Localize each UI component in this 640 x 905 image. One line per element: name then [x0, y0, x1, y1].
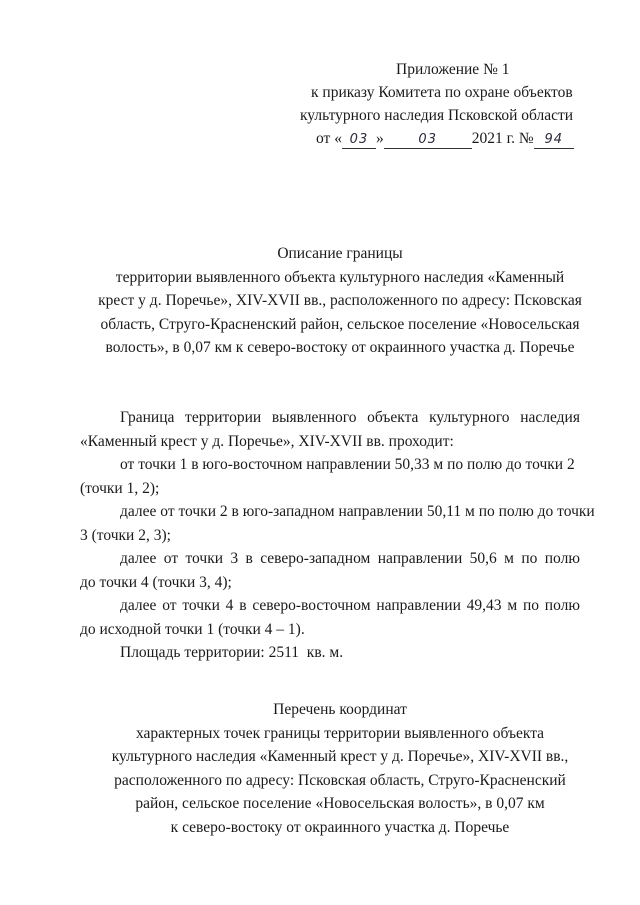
appendix-header — [300, 58, 600, 150]
word: 3 — [230, 550, 239, 567]
boundary-description-body — [80, 406, 595, 665]
title-line: область, Струго-Красненский район, сельское поселение «Новосельская — [100, 315, 580, 333]
word: полю — [544, 597, 580, 614]
order-number-handwritten: 94 — [534, 132, 574, 149]
title-line: характерных точек границы территории выявленного объекта — [135, 724, 545, 742]
word: 4 — [225, 597, 234, 614]
word: точки — [185, 550, 224, 567]
order-reference: к приказу Комитета по охране объектов — [311, 84, 573, 101]
title-line: расположенного по адресу: Псковская область, Струго-Красненский — [114, 771, 566, 789]
coordinates-list-title — [60, 698, 620, 839]
word: от — [162, 597, 177, 614]
word: м — [504, 550, 514, 567]
word: далее — [120, 597, 157, 614]
word: объекта — [367, 409, 419, 426]
word: далее — [120, 550, 157, 567]
title-line: территории выявленного объекта культурного наследия «Каменный — [115, 268, 565, 286]
word: северо-западном — [260, 550, 371, 567]
committee-name: культурного наследия Псковской области — [300, 107, 574, 124]
paragraph-line: (точки 1, 2); — [80, 479, 160, 497]
paragraph-line: до точки 4 (точки 3, 4); — [80, 573, 232, 591]
title-line: район, сельское поселение «Новосельская волость», в 0,07 км — [135, 795, 545, 812]
paragraph-line — [80, 594, 580, 618]
word: наследия — [520, 409, 580, 426]
paragraph-line — [80, 547, 580, 571]
word: в — [239, 597, 247, 614]
word: северо-восточном — [252, 597, 371, 614]
paragraph-line: от точки 1 в юго-восточном направлении 50,33 м по полю до точки 2 — [120, 456, 575, 473]
word: выявленного — [271, 409, 357, 426]
paragraph-line: 3 (точки 2, 3); — [80, 526, 171, 544]
paragraph-line: до исходной точки 1 (точки 4 – 1). — [80, 620, 305, 638]
paragraph-line — [80, 406, 580, 430]
title-line: Перечень координат — [273, 701, 407, 718]
title-line: к северо-востоку от окраинного участка д. Поречье — [170, 818, 510, 836]
appendix-title: Приложение № 1 — [396, 61, 510, 78]
word: направлении — [376, 597, 461, 614]
date-day-handwritten: 03 — [342, 132, 376, 149]
paragraph-line: далее от точки 2 в юго-западном направлении 50,11 м по полю до точки — [120, 503, 595, 520]
order-date-line — [300, 127, 600, 150]
date-month-handwritten: 03 — [384, 132, 472, 149]
word: от — [163, 550, 179, 567]
word: м — [507, 597, 518, 614]
word: 50,6 — [469, 550, 497, 567]
date-year: 2021 г. № — [471, 130, 534, 147]
territory-area: Площадь территории: 2511 кв. м. — [120, 644, 344, 661]
word: по — [521, 550, 538, 567]
paragraph-line: «Каменный крест у д. Поречье», XIV-XVII вв. проходит: — [80, 432, 454, 450]
word: направлении — [377, 550, 463, 567]
word: Граница — [120, 409, 175, 426]
title-line: крест у д. Поречье», XIV-XVII вв., расположенного по адресу: Псковская — [98, 292, 582, 309]
word: точки — [182, 597, 220, 614]
word: в — [245, 550, 253, 567]
word: полю — [544, 550, 580, 567]
word: территории — [185, 409, 262, 426]
title-line: культурного наследия «Каменный крест у д. Поречье», XIV-XVII вв., — [111, 748, 569, 765]
word: по — [522, 597, 539, 614]
date-prefix: от « — [316, 130, 342, 147]
word: 49,43 — [466, 597, 502, 614]
boundary-description-title — [60, 242, 620, 360]
date-mid: » — [375, 130, 384, 147]
title-line: Описание границы — [277, 245, 403, 262]
word: культурного — [429, 409, 510, 426]
title-line: волость», в 0,07 км к северо-востоку от окраинного участка д. Поречье — [105, 339, 575, 356]
